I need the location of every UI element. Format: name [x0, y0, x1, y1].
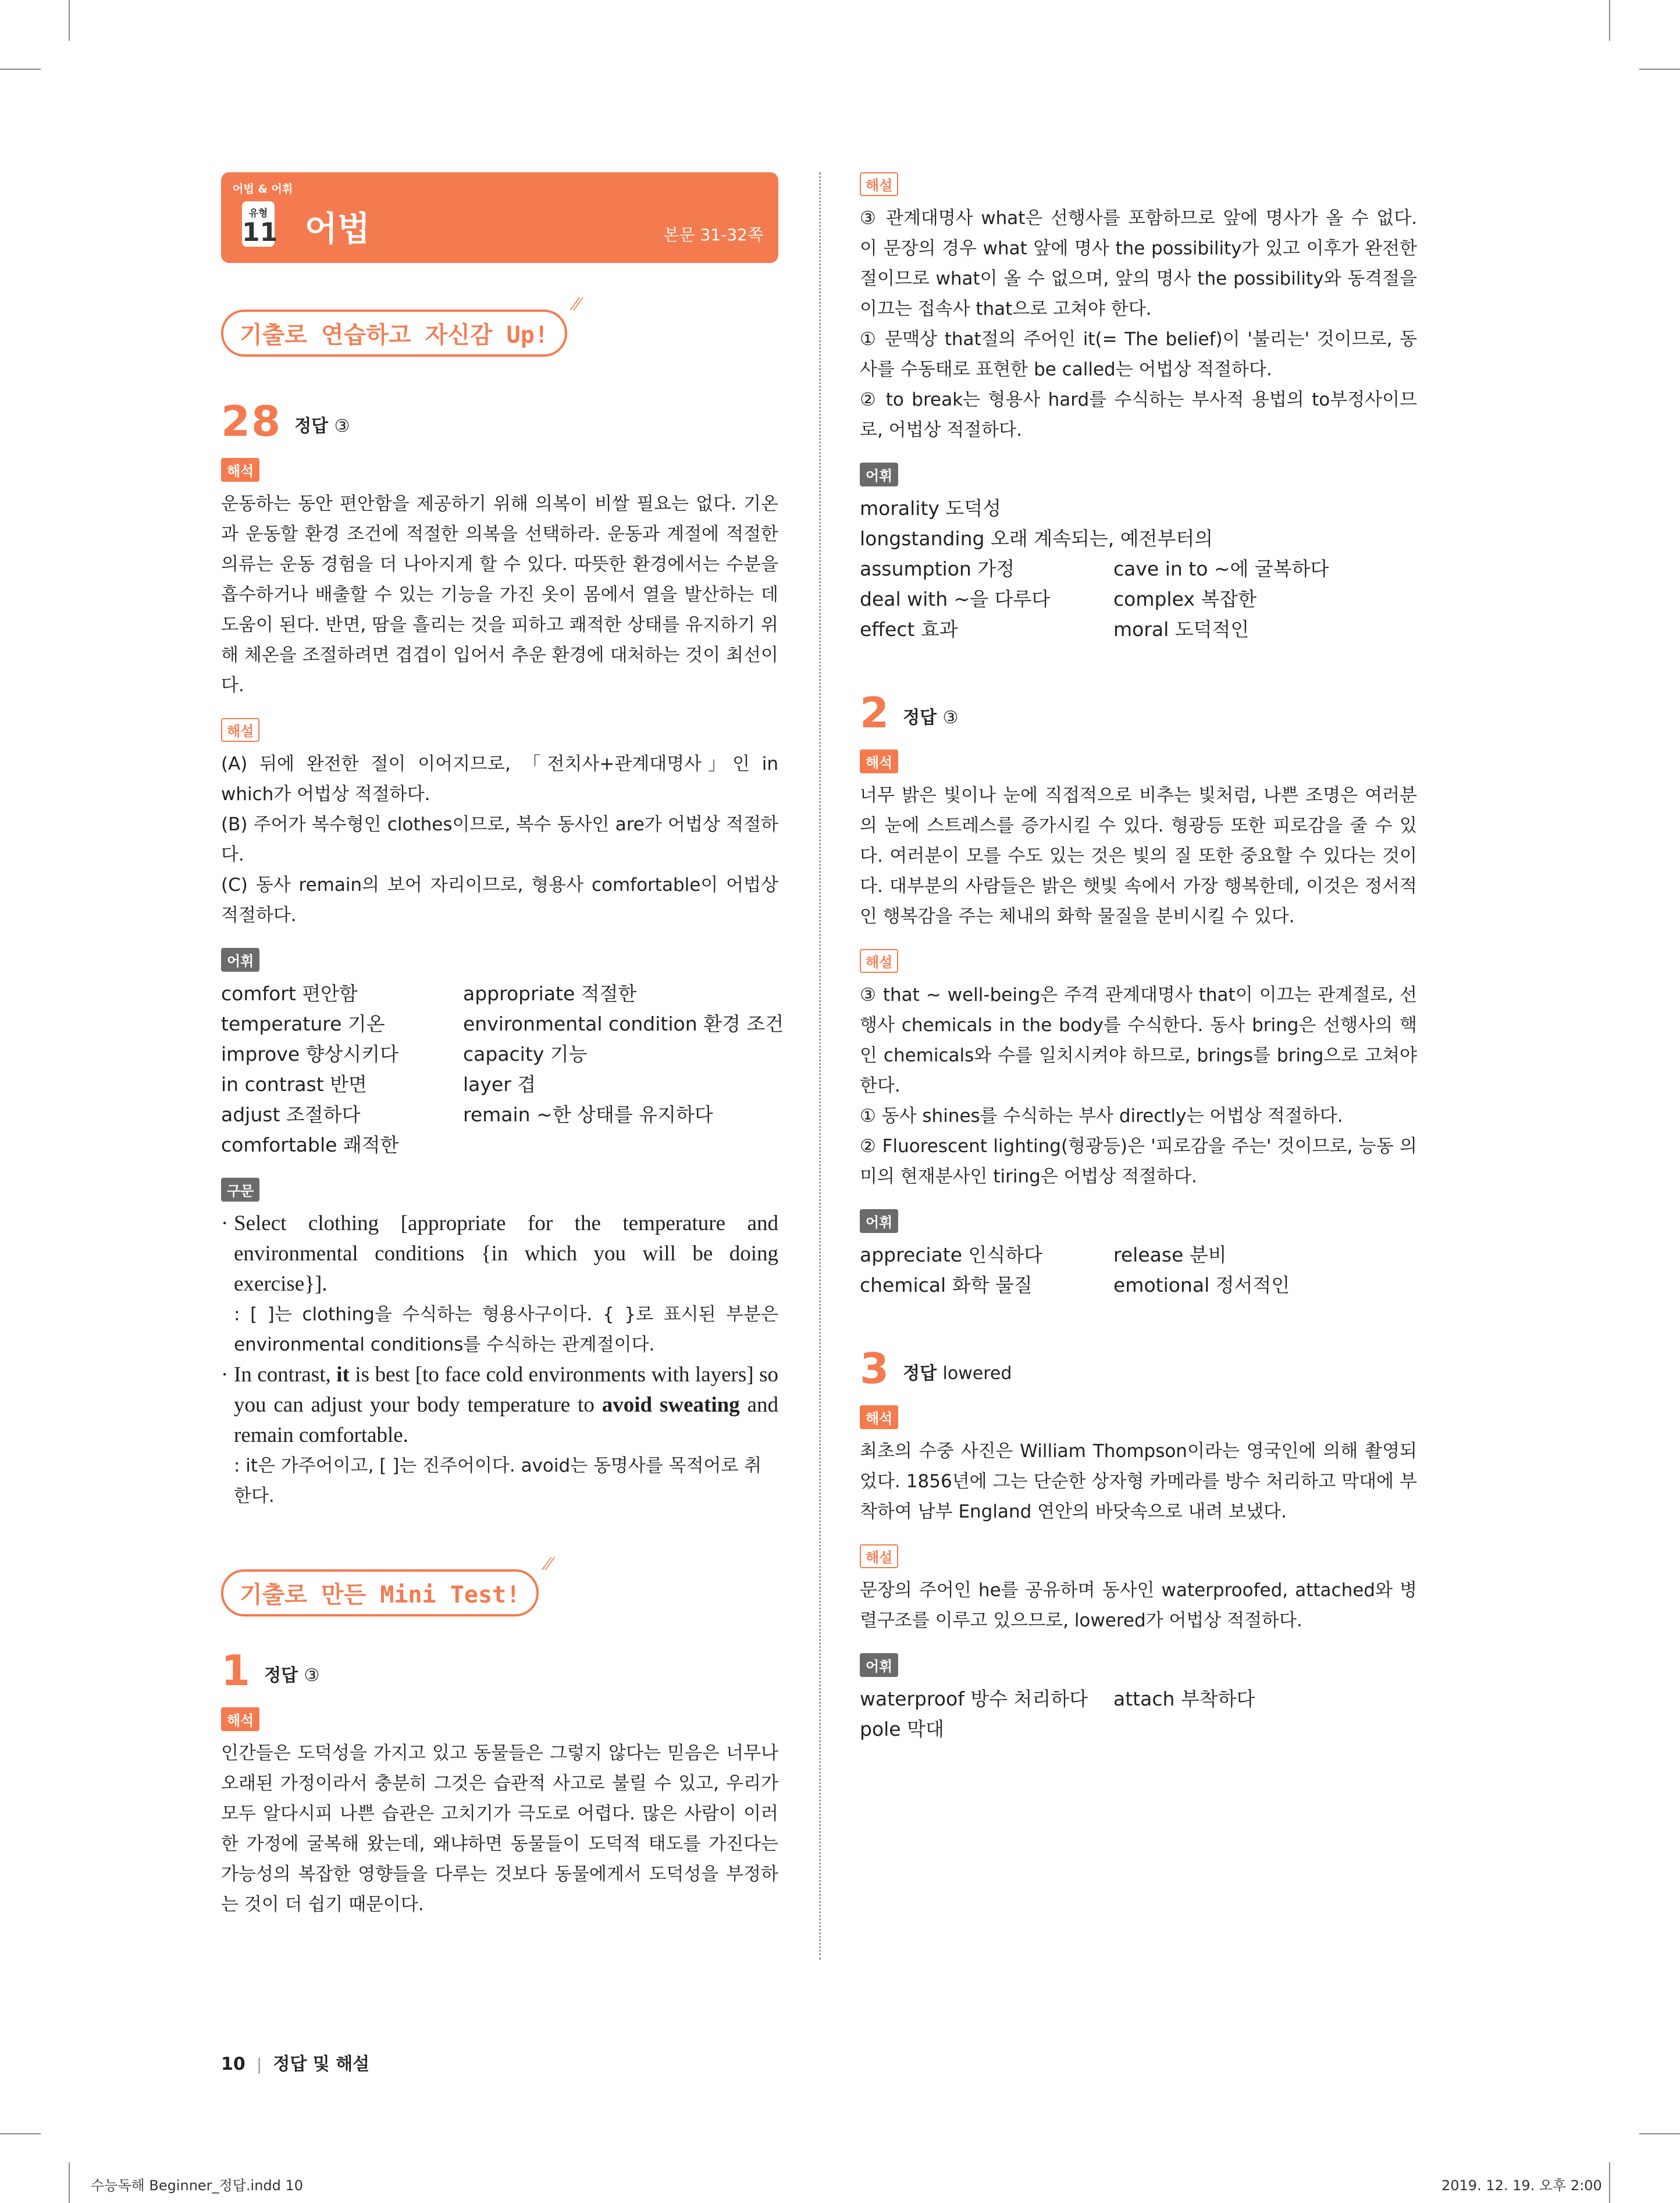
- vocab-item: [1113, 524, 1417, 554]
- explanation-line: (C) 동사 remain의 보어 자리이므로, 형용사 comfortable이 어법상 적절하다.: [221, 875, 778, 926]
- explanation-line: 문장의 주어인 he를 공유하며 동사인 waterproofed, attached와 병렬구조를 이루고 있으므로, lowered가 어법상 적절하다.: [860, 1580, 1417, 1631]
- question-1-header: [221, 1646, 778, 1695]
- question-number: 2: [860, 688, 891, 737]
- answer: [294, 411, 350, 437]
- practice-heading-label: 기출로 연습하고 자신감 Up!: [240, 322, 549, 349]
- answer-label: 정답: [294, 416, 329, 436]
- crop-mark: [0, 2133, 41, 2134]
- explanation-tag: 해설: [860, 172, 898, 196]
- answer-value: ③: [304, 1665, 320, 1686]
- explanation-tag: 해설: [860, 1544, 898, 1568]
- vocab-item: layer 겹: [463, 1073, 536, 1096]
- syntax-text: and remain comfortable.: [234, 1393, 778, 1447]
- explanation-line: (B) 주어가 복수형인 clothes이므로, 복수 동사인 are가 어법상 적절하다.: [221, 814, 778, 865]
- vocab-item: chemical 화학 물질: [860, 1274, 1033, 1296]
- crop-mark: [0, 69, 41, 70]
- crop-mark: [1639, 69, 1680, 70]
- explanation-tag: 해설: [221, 718, 259, 742]
- syntax-bold: avoid sweating: [601, 1393, 740, 1417]
- translation-text: 최초의 수중 사진은 William Thompson이라는 영국인에 의해 촬영되었다. 1856년에 그는 단순한 상자형 카메라를 방수 처리하고 막대에 부착하여 남부 England 연안의 바닷속으로 내려 보냈다.: [860, 1441, 1417, 1522]
- banner-category: 어법 & 어휘: [233, 183, 293, 196]
- vocab-list: [860, 1684, 1417, 1744]
- left-column: [221, 172, 784, 1920]
- answer-value: lowered: [942, 1363, 1012, 1384]
- explanation-line: ② Fluorescent lighting(형광등)은 '피로감을 주는' 것이므로, 능동 의미의 현재분사인 tiring은 어법상 적절하다.: [860, 1136, 1417, 1187]
- right-column: [860, 172, 1417, 1744]
- practice-heading: [221, 292, 580, 357]
- type-badge: [242, 201, 278, 247]
- minitest-heading: [221, 1552, 552, 1616]
- vocab-item: attach 부착하다: [1113, 1687, 1255, 1710]
- vocab-item: emotional 정서적인: [1113, 1274, 1290, 1296]
- vocab-item: pole 막대: [860, 1718, 944, 1740]
- explanation-line: ③ that ~ well-being은 주격 관계대명사 that이 이끄는 관계절로, 선행사 chemicals in the body를 수식한다. 동사 bring은 선행사의 핵인 chemicals와 수를 일치시켜야 하므로, brings를 bring으로 고쳐야 한다.: [860, 985, 1417, 1096]
- explanation-line: ① 동사 shines를 수식하는 부사 directly는 어법상 적절하다.: [860, 1106, 1343, 1127]
- vocab-item: temperature 기온: [221, 1012, 385, 1035]
- type-number: 11: [242, 218, 278, 247]
- vocab-item: moral 도덕적인: [1113, 618, 1250, 641]
- page-number: 10: [221, 2054, 245, 2074]
- question-number: 1: [221, 1646, 252, 1695]
- vocab-item: morality 도덕성: [860, 497, 1002, 520]
- explanation-tag: 해설: [860, 949, 898, 973]
- sparkle-icon: ⁄⁄: [544, 1552, 552, 1575]
- vocab-item: deal with ~을 다루다: [860, 588, 1051, 610]
- explanation-text: [860, 1575, 1417, 1636]
- vocab-list: [860, 493, 1417, 645]
- answer-label: 정답: [264, 1665, 298, 1686]
- crop-mark: [1609, 0, 1610, 41]
- vocab-item: complex 복잡한: [1113, 588, 1257, 610]
- banner-title: 어법: [305, 209, 371, 248]
- answer: [903, 1359, 1012, 1384]
- vocab-tag: 어휘: [860, 1653, 898, 1677]
- translation-tag: 해석: [221, 1707, 259, 1731]
- explanation-text: [860, 203, 1417, 445]
- question-2-header: [860, 688, 1417, 737]
- question-28-header: [221, 397, 778, 446]
- vocab-list: [860, 1240, 1417, 1301]
- minitest-heading-label: 기출로 만든 Mini Test!: [240, 1582, 521, 1608]
- vocab-item: release 분비: [1113, 1243, 1227, 1266]
- file-info: 수능독해 Beginner_정답.indd 10: [91, 2177, 304, 2194]
- vocab-item: [463, 1130, 784, 1160]
- explanation-line: ③ 관계대명사 what은 선행사를 포함하므로 앞에 명사가 올 수 없다. 이 문장의 경우 what 앞에 명사 the possibility가 있고 이후가 완전한 절이므로 what이 올 수 없으며, 앞의 명사 the possibility와 동격절을 이끄는 접속사 that으로 고쳐야 한다.: [860, 208, 1417, 319]
- answer: [903, 703, 958, 729]
- vocab-tag: 어휘: [221, 948, 259, 972]
- vocab-item: assumption 가정: [860, 557, 1015, 580]
- crop-mark: [1609, 2162, 1610, 2203]
- syntax-text: is best [to face cold environments with layers] so you can adjust your body temperature to: [234, 1363, 778, 1417]
- vocab-item: in contrast 반면: [221, 1073, 367, 1096]
- print-timestamp: 2019. 12. 19. 오후 2:00: [1441, 2177, 1602, 2194]
- translation-tag: 해석: [860, 1405, 898, 1429]
- page-footer: [221, 2049, 369, 2075]
- explanation-text: [860, 980, 1417, 1192]
- column-divider: [819, 172, 821, 1960]
- bullet-icon: ·: [221, 1363, 229, 1387]
- vocab-item: [1113, 1714, 1417, 1744]
- answer-label: 정답: [903, 1363, 937, 1384]
- vocab-tag: 어휘: [860, 1209, 898, 1233]
- explanation-line: ① 문맥상 that절의 주어인 it(= The belief)이 '불리는' 것이므로, 동사를 수동태로 표현한 be called는 어법상 적절하다.: [860, 329, 1417, 380]
- footer-separator: |: [256, 2055, 262, 2074]
- crop-mark: [69, 2162, 70, 2203]
- explanation-line: (A) 뒤에 완전한 절이 이어지므로, 「전치사+관계대명사」인 in which가 어법상 적절하다.: [221, 754, 778, 805]
- bullet-icon: ·: [221, 1211, 229, 1235]
- question-number: 3: [860, 1344, 891, 1393]
- vocab-item: improve 향상시키다: [221, 1043, 399, 1065]
- sparkle-icon: ⁄⁄: [573, 292, 580, 315]
- syntax-block: [221, 1360, 778, 1451]
- vocab-item: cave in to ~에 굴복하다: [1113, 557, 1329, 580]
- answer: [264, 1661, 319, 1686]
- syntax-note: : [ ]는 clothing을 수식하는 형용사구이다. { }로 표시된 부분은 environmental conditions를 수식하는 관계절이다.: [234, 1304, 778, 1355]
- syntax-block: [221, 1209, 778, 1299]
- vocab-item: capacity 기능: [463, 1043, 588, 1065]
- footer-section: 정답 및 해설: [273, 2054, 370, 2074]
- vocab-item: environmental condition 환경 조건: [463, 1012, 784, 1035]
- translation-text: 너무 밝은 빛이나 눈에 직접적으로 비추는 빛처럼, 나쁜 조명은 여러분의 눈에 스트레스를 증가시킬 수 있다. 형광등 또한 피로감을 줄 수 있다. 여러분이 모를 수도 있는 것은 빛의 질 또한 중요할 수 있다는 것이다. 대부분의 사람들은 밝은 햇빛 속에서 가장 행복한데, 이것은 정서적인 행복감을 주는 체내의 화학 물질을 분비시킬 수 있다.: [860, 785, 1417, 927]
- translation-tag: 해석: [860, 749, 898, 773]
- answer-label: 정답: [903, 708, 937, 728]
- question-number: 28: [221, 397, 282, 446]
- vocab-item: comfort 편안함: [221, 982, 358, 1005]
- translation-text: 운동하는 동안 편안함을 제공하기 위해 의복이 비쌀 필요는 없다. 기온과 운동할 환경 조건에 적절한 의복을 선택하라. 운동과 계절에 적절한 의류는 운동 경험을 더 나아지게 할 수 있다. 따뜻한 환경에서는 수분을 흡수하거나 배출할 수 있는 기능을 가진 옷이 몸에서 열을 발산하는 데 도움이 된다. 반면, 땀을 흘리는 것을 피하고 쾌적한 상태를 유지하기 위해 체온을 조절하려면 겹겹이 입어서 추운 환경에 대처하는 것이 최선이다.: [221, 493, 778, 696]
- section-banner: [221, 172, 778, 263]
- syntax-bold: it: [336, 1363, 350, 1387]
- vocab-tag: 어휘: [860, 463, 898, 486]
- syntax-text: In contrast,: [234, 1363, 337, 1387]
- vocab-item: comfortable 쾌적한: [221, 1134, 399, 1156]
- translation-text: 인간들은 도덕성을 가지고 있고 동물들은 그렇지 않다는 믿음은 너무나 오래된 가정이라서 충분히 그것은 습관적 사고로 불릴 수 있고, 우리가 모두 알다시피 나쁜 습관은 고치기가 극도로 어렵다. 많은 사람이 이러한 가정에 굴복해 왔는데, 왜냐하면 동물들이 도덕적 태도를 가진다는 가능성의 복잡한 영향들을 다루는 것보다 동물에게서 도덕성을 부정하는 것이 더 쉽기 때문이다.: [221, 1743, 778, 1915]
- vocab-item: [1113, 493, 1417, 524]
- type-label: 유형: [248, 208, 268, 219]
- translation-tag: 해석: [221, 458, 259, 482]
- syntax-sentence: [234, 1360, 778, 1451]
- vocab-item: appropriate 적절한: [463, 982, 637, 1005]
- syntax-tag: 구문: [221, 1178, 259, 1202]
- explanation-line: ② to break는 형용사 hard를 수식하는 부사적 용법의 to부정사이므로, 어법상 적절하다.: [860, 389, 1417, 440]
- answer-value: ③: [334, 416, 350, 436]
- explanation-text: [221, 749, 778, 930]
- syntax-note: : it은 가주어이고, [ ]는 진주어이다. avoid는 동명사를 목적어로 취한다.: [234, 1455, 762, 1506]
- vocab-list: [221, 979, 784, 1160]
- vocab-item: longstanding 오래 계속되는, 예전부터의: [860, 527, 1213, 550]
- answer-value: ③: [942, 708, 959, 728]
- crop-mark: [1639, 2133, 1680, 2134]
- vocab-item: adjust 조절하다: [221, 1103, 361, 1126]
- vocab-item: waterproof 방수 처리하다: [860, 1687, 1088, 1710]
- banner-pages: 본문 31-32쪽: [663, 225, 763, 244]
- crop-mark: [69, 0, 70, 41]
- vocab-item: effect 효과: [860, 618, 958, 641]
- vocab-item: appreciate 인식하다: [860, 1243, 1043, 1266]
- syntax-sentence: Select clothing [appropriate for the temperature and environmental conditions {in which you will be doing exercise}].: [234, 1211, 778, 1296]
- vocab-item: remain ~한 상태를 유지하다: [463, 1103, 713, 1126]
- question-3-header: [860, 1344, 1417, 1393]
